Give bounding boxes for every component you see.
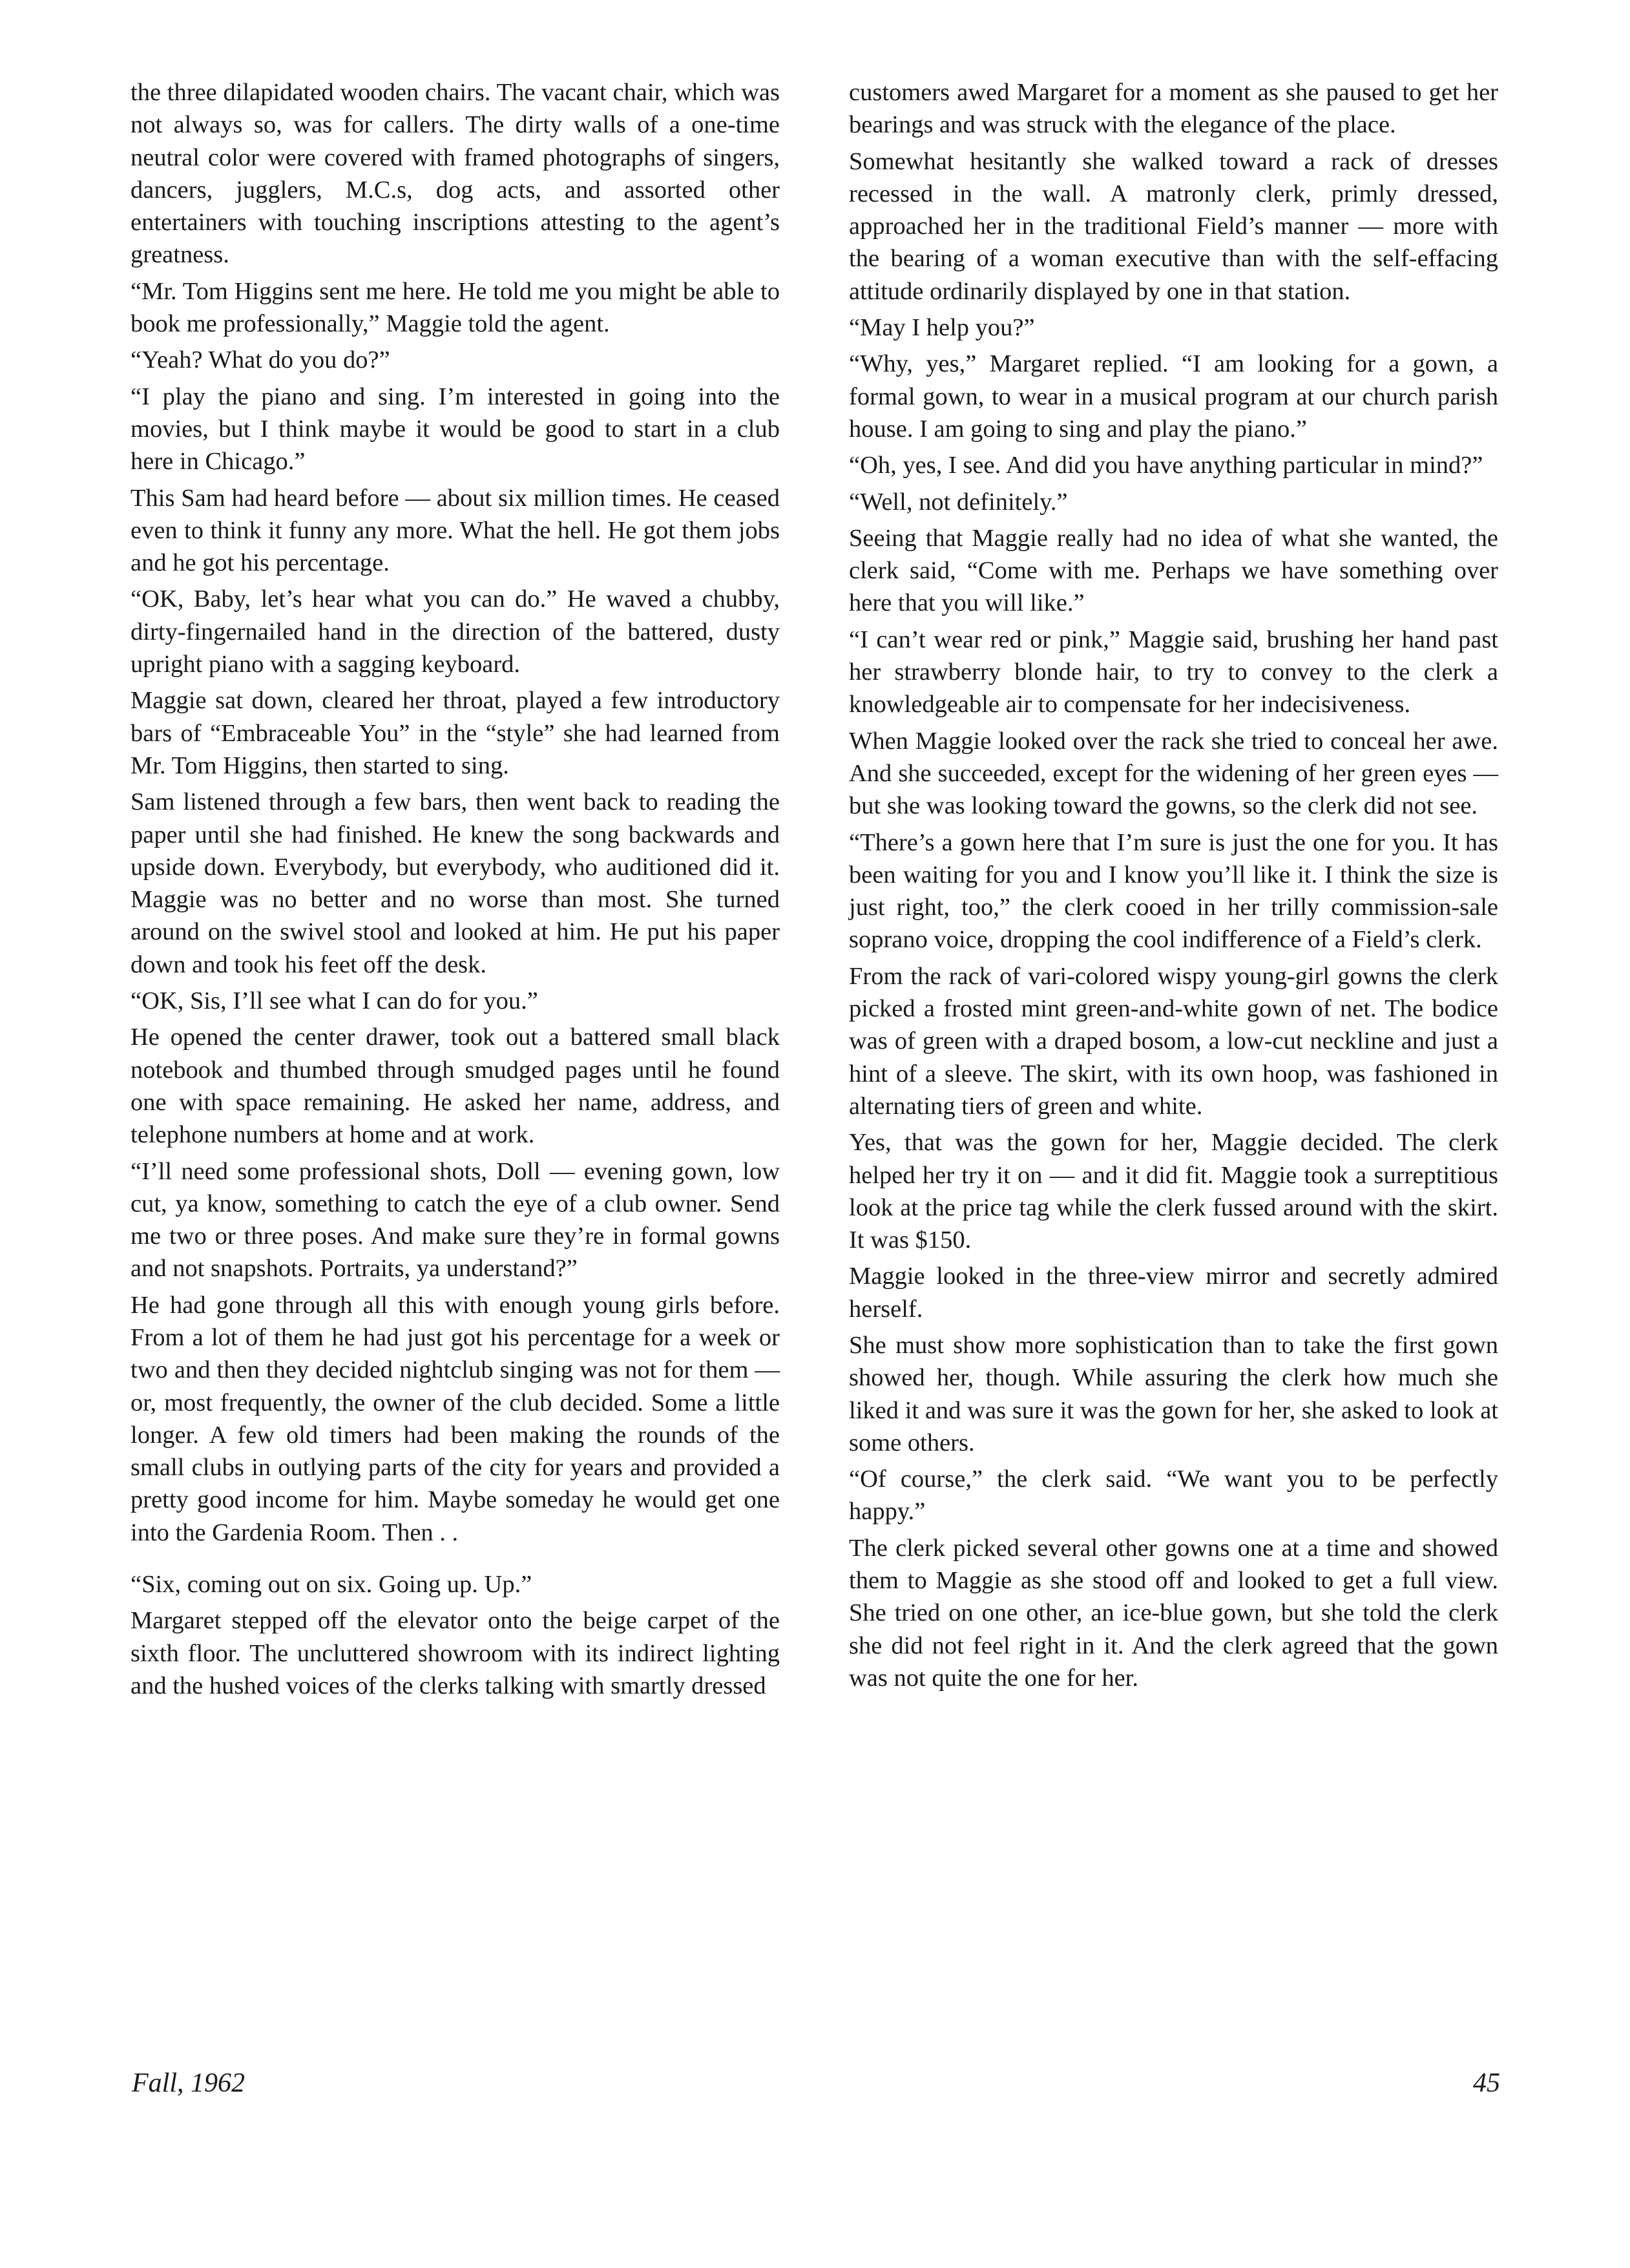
- paragraph: “Yeah? What do you do?”: [131, 346, 390, 374]
- paragraph: Somewhat hesitantly she walked toward a rack of dresses recessed in the wall. A matronly clerk, primly dressed, approached her in the traditional Field’s manner — more with the bearing of a woman executive than with the self-effacing attitude ordinarily displayed by one in that station.: [849, 147, 1498, 305]
- left-column: [131, 76, 780, 1706]
- paragraph: She must show more sophistication than to take the first gown showed her, though. While assuring the clerk how much she liked it and was sure it was the gown for her, she asked to look at some others.: [849, 1331, 1498, 1456]
- paragraph: “I can’t wear red or pink,” Maggie said, brushing her hand past her strawberry blonde hair, to try to convey to the clerk a knowledgeable air to compensate for her indecisiveness.: [849, 625, 1498, 719]
- paragraph: He opened the center drawer, took out a battered small black notebook and thumbed through smudged pages until he found one with space remaining. He asked her name, address, and telephone numbers at home and at work.: [131, 1024, 780, 1149]
- paragraph: the three dilapidated wooden chairs. The vacant chair, which was not always so, was for callers. The dirty walls of a one-time neutral color were covered with framed photographs of singers, dancers, jugglers, M.C.s, dog acts, and assorted other entertainers with touching inscriptions attesting to the agent’s greatness.: [131, 79, 780, 269]
- page-number: 45: [1473, 2068, 1500, 2098]
- paragraph: “I’ll need some professional shots, Doll — evening gown, low cut, ya know, something to catch the eye of a club owner. Send me two or three poses. And make sure they’re in formal gowns and not snapshots. Portraits, ya understand?”: [131, 1157, 780, 1283]
- paragraph: “OK, Baby, let’s hear what you can do.” He waved a chubby, dirty-fingernailed hand in the direction of the battered, dusty upright piano with a sagging keyboard.: [131, 585, 780, 678]
- right-column: [849, 76, 1498, 1698]
- paragraph: The clerk picked several other gowns one at a time and showed them to Maggie as she stood off and looked to get a full view. She tried on one other, an ice-blue gown, but she told the clerk she did not feel right in it. And the clerk agreed that the gown was not quite the one for her.: [849, 1534, 1498, 1692]
- paragraph: Yes, that was the gown for her, Maggie decided. The clerk helped her try it on — and it did fit. Maggie took a surreptitious look at the price tag while the clerk fussed around with the skirt. It was $150.: [849, 1129, 1498, 1254]
- paragraph: customers awed Margaret for a moment as she paused to get her bearings and was struck with the elegance of the place.: [849, 79, 1498, 139]
- paragraph: “Mr. Tom Higgins sent me here. He told me you might be able to book me professionally,” Maggie told the agent.: [131, 277, 780, 338]
- paragraph: “Well, not definitely.”: [849, 488, 1068, 516]
- paragraph: When Maggie looked over the rack she tried to conceal her awe. And she succeeded, except for the widening of her green eyes — but she was looking toward the gowns, so the clerk did not see.: [849, 727, 1498, 820]
- paragraph: Maggie looked in the three-view mirror and secretly admired herself.: [849, 1263, 1498, 1323]
- paragraph: He had gone through all this with enough young girls before. From a lot of them he had just got his percentage for a week or two and then they decided nightclub singing was not for them — or, most frequently, the owner of the club decided. Some a little longer. A few old timers had been making the rounds of the small clubs in outlying parts of the city for years and provided a pretty good income for him. Maybe someday he would get one into the Gardenia Room. Then . .: [131, 1291, 780, 1546]
- paragraph: “May I help you?”: [849, 314, 1035, 342]
- paragraph: Margaret stepped off the elevator onto the beige carpet of the sixth floor. The uncluttered showroom with its indirect lighting and the hushed voices of the clerks talking with smartly dressed: [131, 1607, 780, 1699]
- paragraph: “Oh, yes, I see. And did you have anything particular in mind?”: [849, 452, 1483, 479]
- issue-date: Fall, 1962: [132, 2068, 245, 2098]
- paragraph: Seeing that Maggie really had no idea of what she wanted, the clerk said, “Come with me. Perhaps we have something over here that you will like.”: [849, 524, 1498, 617]
- paragraph: “Six, coming out on six. Going up. Up.”: [131, 1571, 532, 1599]
- paragraph: From the rack of vari-colored wispy young-girl gowns the clerk picked a frosted mint green-and-white gown of net. The bodice was of green with a draped bosom, a low-cut neckline and just a hint of a sleeve. The skirt, with its own hoop, was fashioned in alternating tiers of green and white.: [849, 962, 1498, 1120]
- paragraph: “OK, Sis, I’ll see what I can do for you.”: [131, 987, 538, 1015]
- paragraph: “Why, yes,” Margaret replied. “I am looking for a gown, a formal gown, to wear in a musical program at our church parish house. I am going to sing and play the piano.”: [849, 350, 1498, 443]
- paragraph: “There’s a gown here that I’m sure is just the one for you. It has been waiting for you and I know you’ll like it. I think the size is just right, too,” the clerk cooed in her trilly commission-sale soprano voice, dropping the cool indifference of a Field’s clerk.: [849, 828, 1498, 954]
- paragraph: This Sam had heard before — about six million times. He ceased even to think it funny any more. What the hell. He got them jobs and he got his percentage.: [131, 484, 780, 577]
- paragraph: “Of course,” the clerk said. “We want you to be perfectly happy.”: [849, 1465, 1498, 1526]
- paragraph: “I play the piano and sing. I’m interested in going into the movies, but I think maybe it would be good to start in a club here in Chicago.”: [131, 383, 780, 476]
- paragraph: Maggie sat down, cleared her throat, played a few introductory bars of “Embraceable You” in the “style” she had learned from Mr. Tom Higgins, then started to sing.: [131, 687, 780, 779]
- paragraph: Sam listened through a few bars, then went back to reading the paper until she had finished. He knew the song backwards and upside down. Everybody, but everybody, who auditioned did it. Maggie was no better and no worse than most. She turned around on the swivel stool and looked at him. He put his paper down and took his feet off the desk.: [131, 788, 780, 978]
